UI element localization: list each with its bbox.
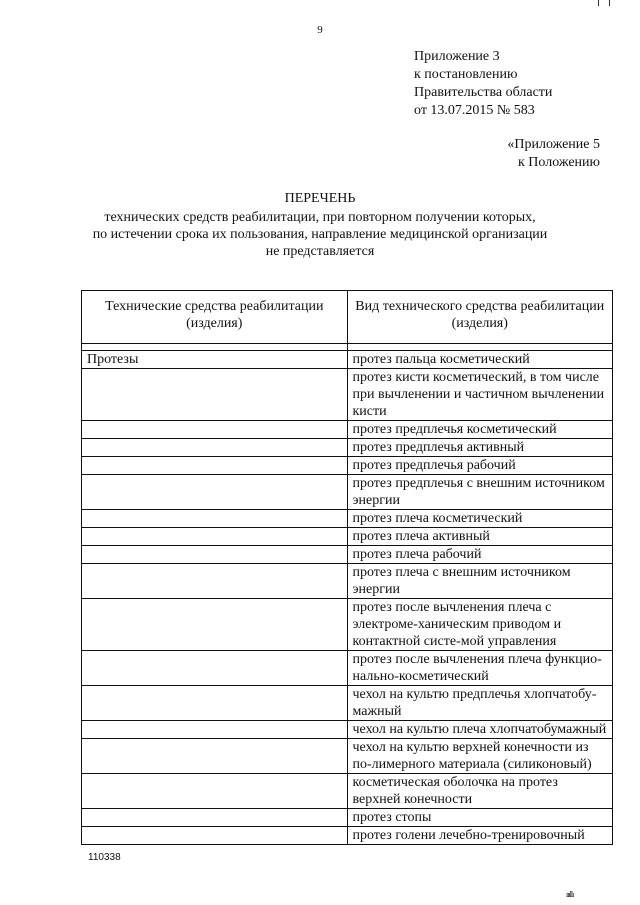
appendix-5-line: «Приложение 5 [507, 137, 600, 152]
title-line: по истечении срока их пользования, направление медицинской организации [92, 227, 548, 242]
item-cell: протез плеча с внешним источником энергии [347, 564, 613, 599]
appendix-5-block [507, 136, 600, 172]
table-row [82, 599, 613, 651]
appendix-3-line: от 13.07.2015 № 583 [414, 103, 535, 118]
item-cell: протез плеча рабочий [347, 546, 613, 564]
item-cell: протез плеча косметический [347, 510, 613, 528]
category-cell [82, 369, 348, 421]
category-cell [82, 827, 348, 845]
spacer-cell [82, 344, 348, 351]
item-cell: чехол на культю предплечья хлопчатобу-мажный [347, 686, 613, 721]
title-line: технических средств реабилитации, при повторном получении которых, [104, 210, 536, 225]
table-row [82, 475, 613, 510]
item-cell: протез предплечья косметический [347, 421, 613, 439]
table-row [82, 739, 613, 774]
category-cell [82, 686, 348, 721]
table-row [82, 651, 613, 686]
item-cell: чехол на культю верхней конечности из по-лимерного материала (силиконовый) [347, 739, 613, 774]
category-cell [82, 475, 348, 510]
item-cell: протез стопы [347, 809, 613, 827]
item-cell: протез после вычленения плеча с электроме-ханическим приводом и контактной систе-мой управления [347, 599, 613, 651]
category-cell [82, 457, 348, 475]
category-cell [82, 809, 348, 827]
item-cell: протез голени лечебно-тренировочный [347, 827, 613, 845]
page-corner-mark [598, 0, 610, 6]
title-line: не представляется [265, 244, 375, 259]
item-cell: протез кисти косметический, в том числе при вычленении и частичном вычленении кисти [347, 369, 613, 421]
page-number: 9 [317, 24, 323, 36]
category-cell [82, 546, 348, 564]
category-cell: Протезы [82, 351, 348, 369]
appendix-3-block [414, 48, 552, 120]
column-header-type: Вид технического средства реабилитации (изделия) [347, 291, 613, 344]
table-row [82, 510, 613, 528]
category-cell [82, 564, 348, 599]
table-row [82, 546, 613, 564]
title-heading: ПЕРЕЧЕНЬ [284, 191, 356, 206]
table-row [82, 564, 613, 599]
category-cell [82, 421, 348, 439]
item-cell: косметическая оболочка на протез верхней конечности [347, 774, 613, 809]
table-row [82, 457, 613, 475]
category-cell [82, 510, 348, 528]
appendix-3-line: к постановлению [414, 67, 518, 82]
category-cell [82, 651, 348, 686]
category-cell [82, 739, 348, 774]
category-cell [82, 439, 348, 457]
table-header-row [82, 291, 613, 344]
table-row [82, 421, 613, 439]
category-cell [82, 599, 348, 651]
scan-mark: ıııllı [566, 890, 574, 899]
table-row [82, 686, 613, 721]
item-cell: протез предплечья с внешним источником энергии [347, 475, 613, 510]
category-cell [82, 528, 348, 546]
item-cell: протез плеча активный [347, 528, 613, 546]
document-title [0, 190, 640, 260]
table-row [82, 439, 613, 457]
document-code: 110338 [88, 852, 121, 863]
item-cell: протез пальца косметический [347, 351, 613, 369]
table-row [82, 721, 613, 739]
table-row [82, 528, 613, 546]
appendix-5-line: к Положению [517, 155, 600, 170]
appendix-3-line: Приложение 3 [414, 49, 500, 64]
table-body [82, 351, 613, 845]
item-cell: протез предплечья рабочий [347, 457, 613, 475]
appendix-3-line: Правительства области [414, 85, 553, 100]
column-header-category: Технические средства реабилитации (изделия) [82, 291, 348, 344]
rehab-means-table [81, 290, 613, 845]
table-spacer-row [82, 344, 613, 351]
table-row [82, 351, 613, 369]
category-cell [82, 774, 348, 809]
item-cell: протез после вычленения плеча функцио-нально-косметический [347, 651, 613, 686]
table-row [82, 369, 613, 421]
item-cell: протез предплечья активный [347, 439, 613, 457]
table-row [82, 774, 613, 809]
table-row [82, 827, 613, 845]
spacer-cell [347, 344, 613, 351]
item-cell: чехол на культю плеча хлопчатобумажный [347, 721, 613, 739]
table-row [82, 809, 613, 827]
category-cell [82, 721, 348, 739]
